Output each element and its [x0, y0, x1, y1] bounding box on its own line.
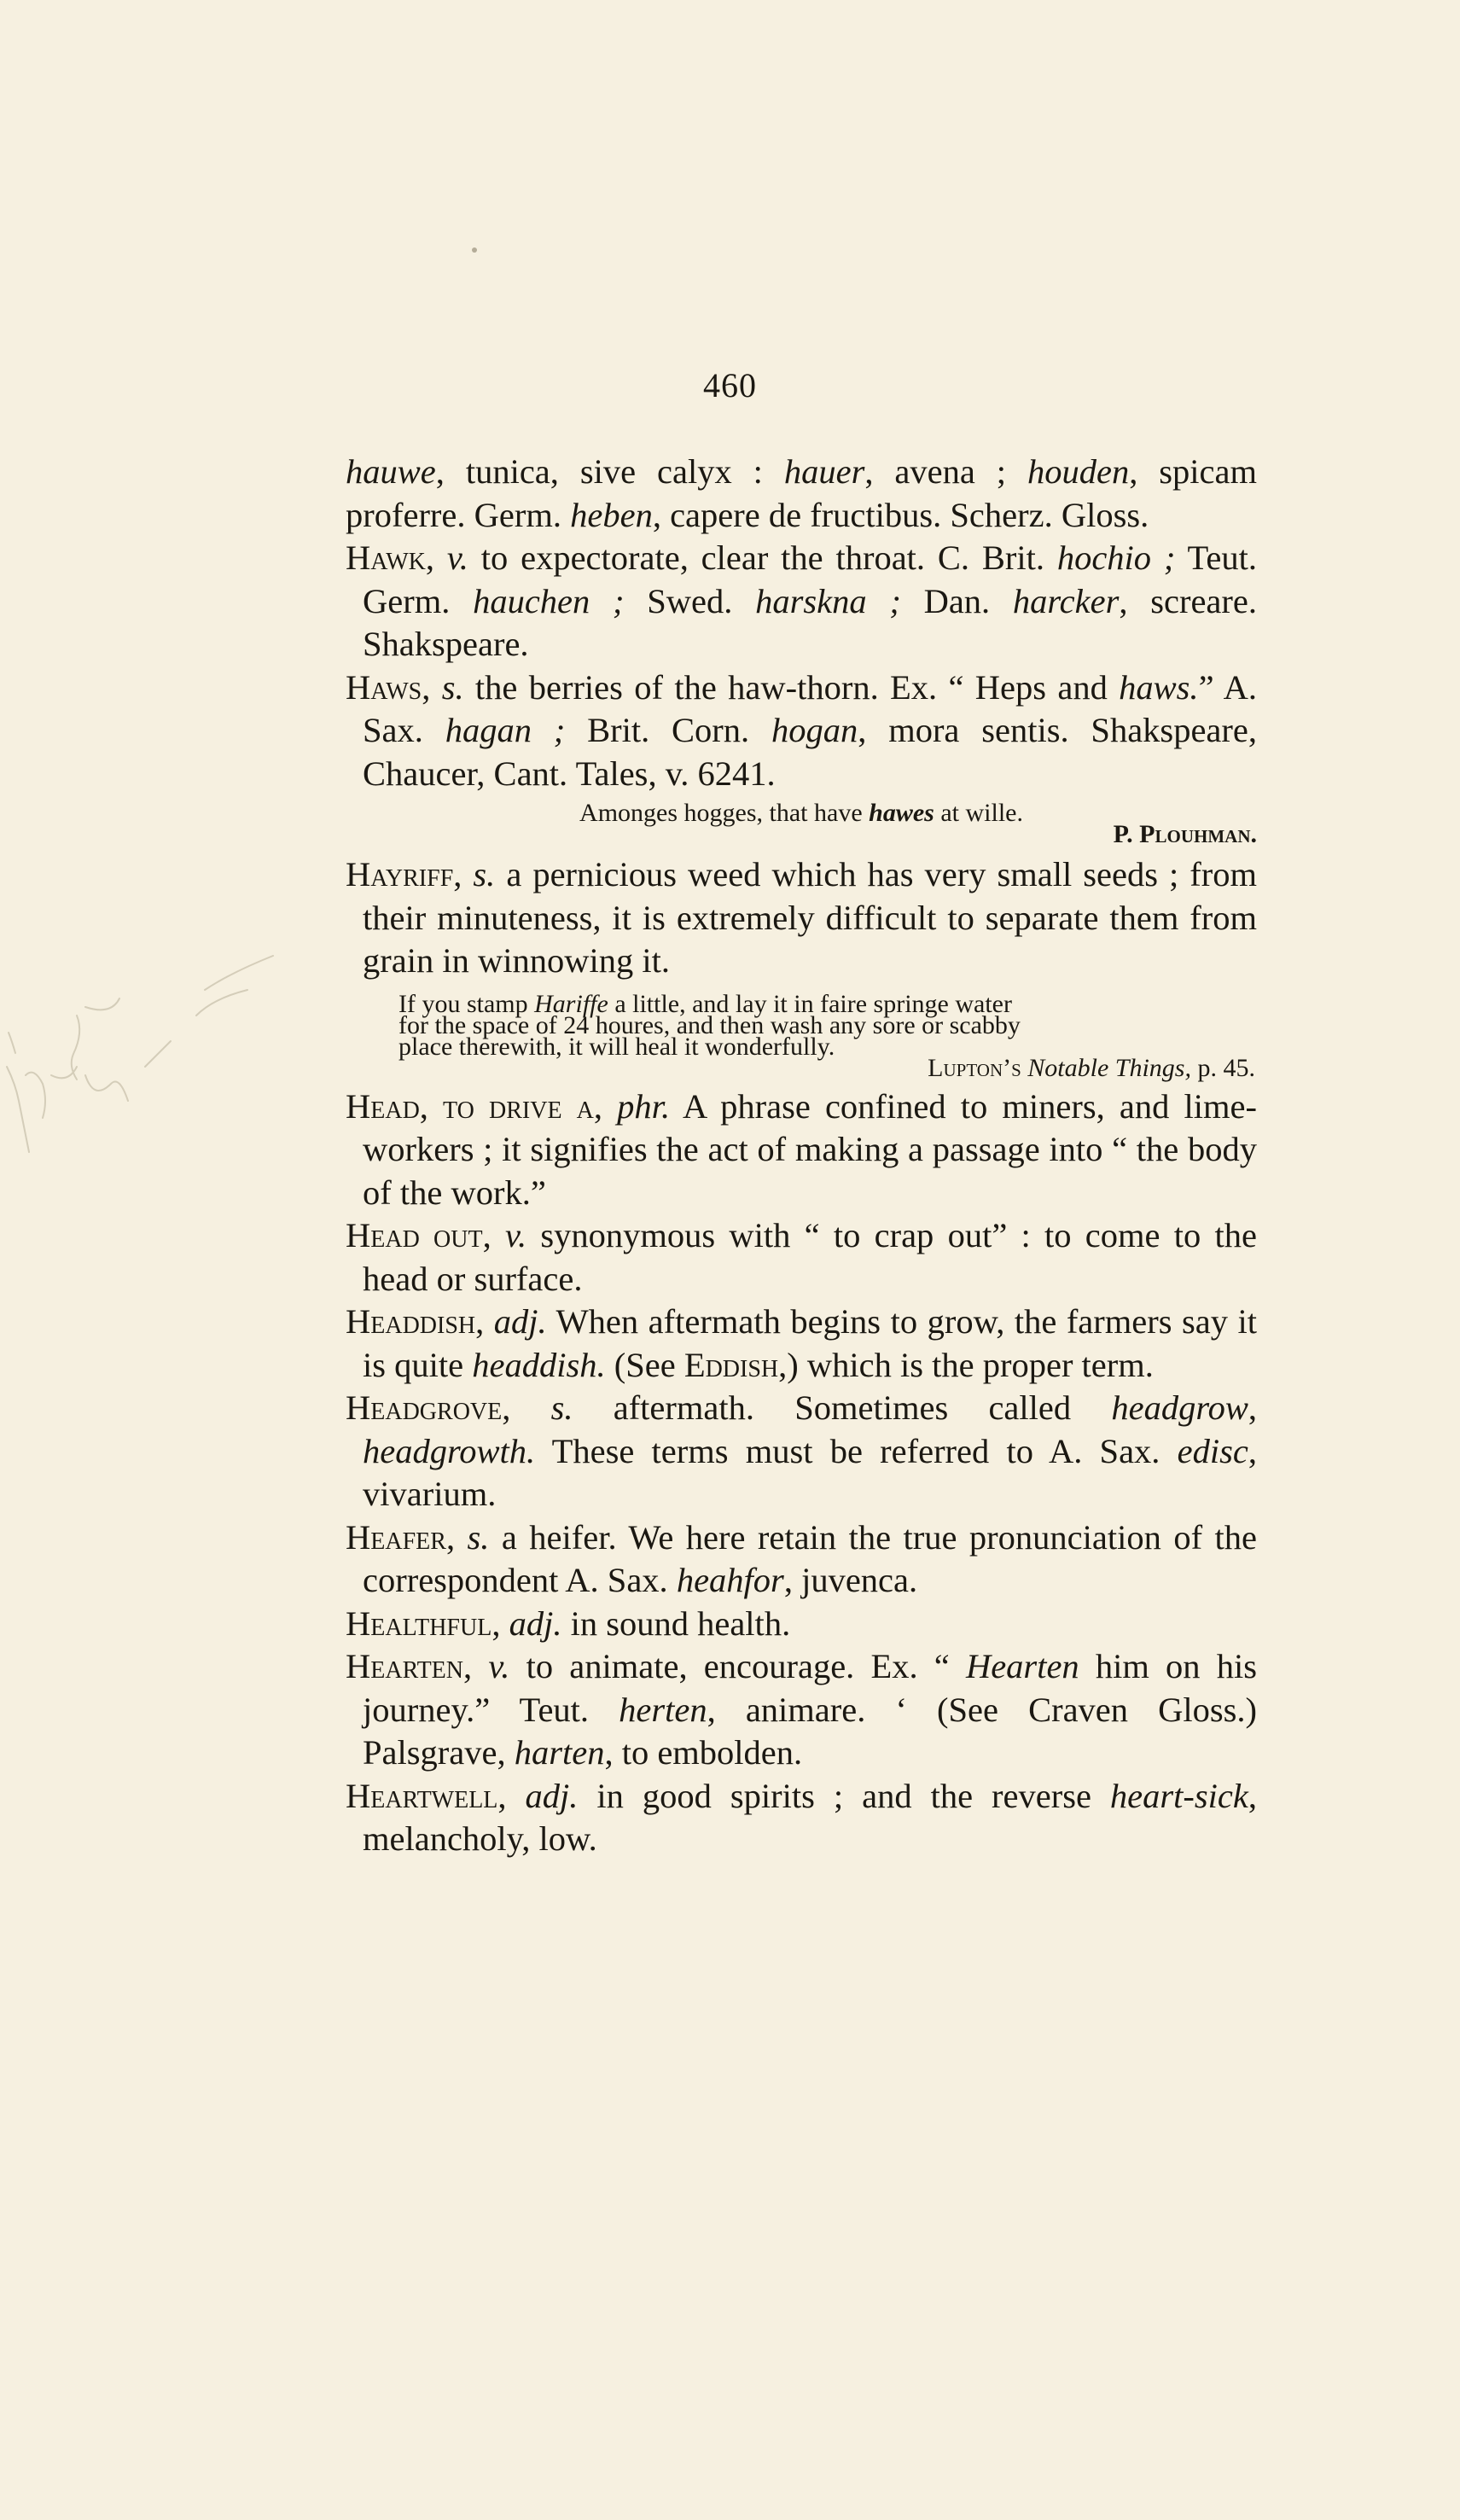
- entry-hearten: Hearten, v. to animate, encourage. Ex. “ Hearten him on his journey.” Teut. herten, animare. ‘ (See Craven Gloss.) Palsgrave, harten, to embolden.: [346, 1647, 1257, 1772]
- headword: Headdish: [346, 1302, 476, 1341]
- entry-headdish: Headdish, adj. When aftermath begins to grow, the farmers say it is quite headdish. (See Eddish,) which is the proper term.: [346, 1302, 1257, 1384]
- entry-hawk: Hawk, v. to expectorate, clear the throat. C. Brit. hochio ; Teut. Germ. hauchen ; Swed. harskna ; Dan. harcker, screare. Shakspeare.: [346, 538, 1257, 663]
- quotation-line: for the space of 24 houres, and then wash any sore or scabby: [398, 1010, 1021, 1039]
- quotation-line: Amonges hogges, that have hawes at wille.: [579, 799, 1023, 827]
- headword: Hearten: [346, 1647, 463, 1685]
- quotation-citation: Lupton’s Notable Things, p. 45.: [928, 1053, 1255, 1082]
- entry-headgrove: Headgrove, s. aftermath. Sometimes called headgrow, headgrowth. These terms must be referred to A. Sax. edisc, vivarium.: [346, 1388, 1257, 1513]
- quotation-line: If you stamp Hariffe a little, and lay it in faire springe water: [398, 989, 1012, 1018]
- entry-hayriff: Hayriff, s. a pernicious weed which has very small seeds ; from their minuteness, it is extremely difficult to separate them from grain in winnowing it.: [346, 855, 1258, 980]
- entry-heartwell: Heartwell, adj. in good spirits ; and the reverse heart-sick, melancholy, low.: [346, 1776, 1257, 1858]
- headword: Headgrove: [346, 1388, 503, 1427]
- entry-heafer: Heafer, s. a heifer. We here retain the true pronunciation of the correspondent A. Sax. heahfor, juvenca.: [346, 1517, 1258, 1599]
- text-column: [346, 451, 1257, 1861]
- entry-haws: Haws, s. the berries of the haw-thorn. Ex. “ Heps and haws.” A. Sax. hagan ; Brit. Corn. hogan, mora sentis. Shakspeare, Chaucer, Cant. Tales, v. 6241.: [346, 667, 1258, 793]
- entry-head-to-drive-a: Head, to drive a, phr. A phrase confined to miners, and lime-workers ; it signifies the act of making a passage into “ the body of the work.”: [346, 1086, 1257, 1212]
- headword: Hayriff: [346, 855, 454, 893]
- headword: Head out: [346, 1216, 483, 1254]
- headword: Head, to drive a: [346, 1086, 594, 1126]
- headword: Hawk: [346, 538, 426, 577]
- entry-healthful: Healthful, adj. in sound health.: [346, 1603, 791, 1643]
- quotation-lupton: [346, 983, 1257, 1085]
- stray-mark: [472, 247, 477, 253]
- quotation-citation: P. Plouhman.: [1113, 820, 1257, 848]
- headword: Haws: [346, 667, 422, 707]
- quotation-plouhman: [346, 795, 1257, 848]
- headword: Healthful: [346, 1603, 492, 1643]
- page-number: 460: [703, 366, 757, 404]
- pencil-marginalia: [0, 947, 307, 1169]
- quotation-line: place therewith, it will heal it wonderfully.: [398, 1032, 835, 1061]
- entry-head-out: Head out, v. synonymous with “ to crap out” : to come to the head or surface.: [346, 1216, 1258, 1298]
- headword: Heafer: [346, 1517, 446, 1557]
- headword: Heartwell: [346, 1776, 498, 1815]
- continuation-paragraph: hauwe, tunica, sive calyx : hauer, avena ; houden, spicam proferre. Germ. heben, capere de fructibus. Scherz. Gloss.: [346, 452, 1258, 534]
